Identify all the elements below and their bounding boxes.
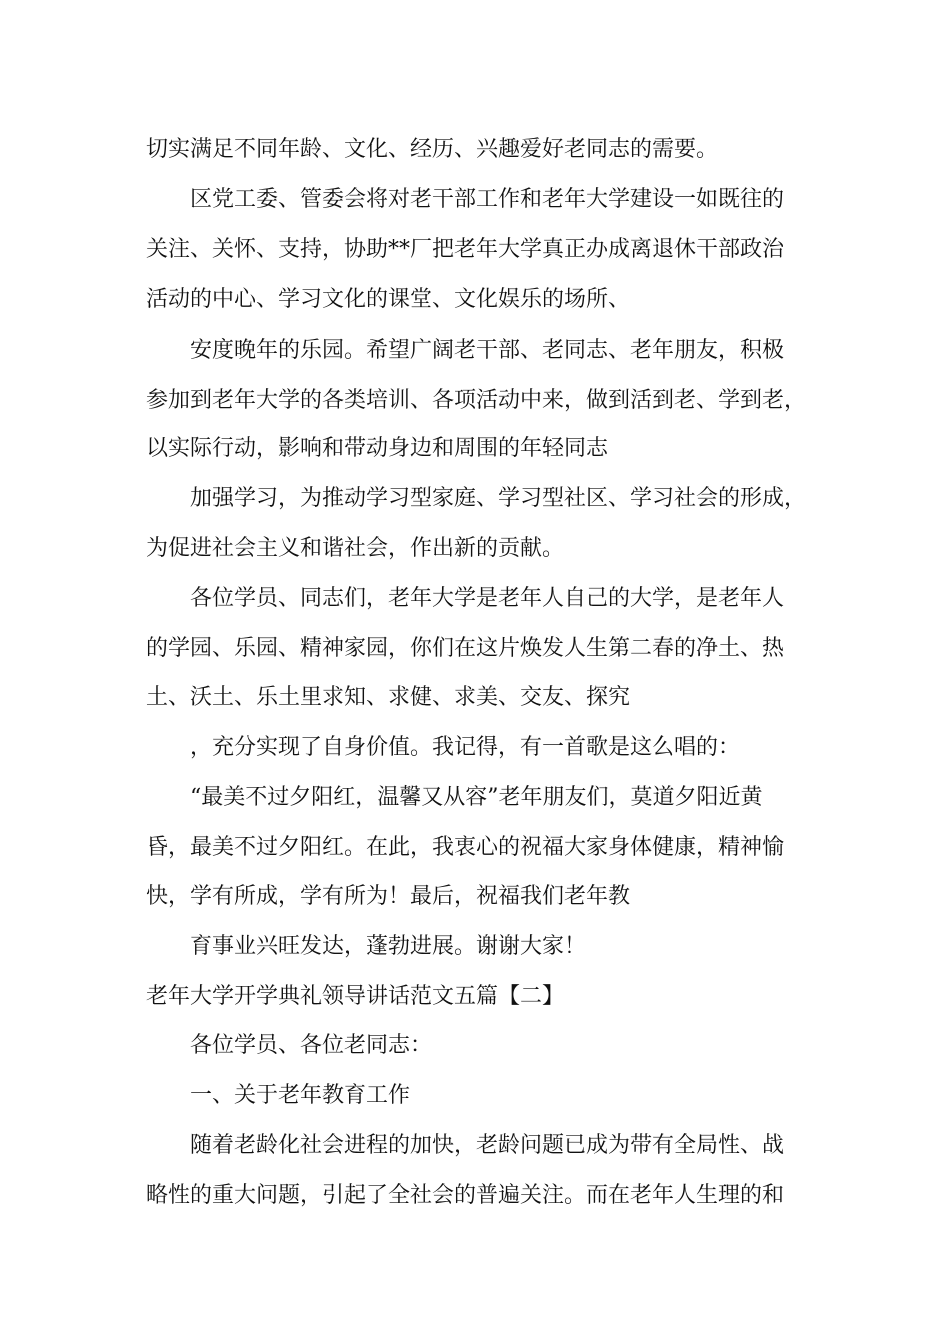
text-line: 活动的中心、学习文化的课堂、文化娱乐的场所、 bbox=[146, 287, 631, 312]
text-line: 育事业兴旺发达，蓬勃进展。谢谢大家！ bbox=[190, 934, 587, 959]
text-line: 随着老龄化社会进程的加快，老龄问题已成为带有全局性、战 bbox=[190, 1133, 785, 1158]
text-line: 略性的重大问题，引起了全社会的普遍关注。而在老年人生理的和 bbox=[146, 1183, 785, 1208]
text-line: 切实满足不同年龄、文化、经历、兴趣爱好老同志的需要。 bbox=[146, 137, 719, 162]
text-line: 区党工委、管委会将对老干部工作和老年大学建设一如既往的 bbox=[190, 187, 785, 212]
text-line: 以实际行动，影响和带动身边和周围的年轻同志 bbox=[146, 436, 609, 461]
text-line: “最美不过夕阳红，温馨又从容”老年朋友们，莫道夕阳近黄 bbox=[190, 785, 763, 810]
text-line: 土、沃土、乐土里求知、求健、求美、交友、探究 bbox=[146, 685, 631, 710]
section-heading: 老年大学开学典礼领导讲话范文五篇【二】 bbox=[146, 984, 565, 1009]
text-line: 各位学员、同志们，老年大学是老年人自己的大学，是老年人 bbox=[190, 586, 785, 611]
text-line: 一、关于老年教育工作 bbox=[190, 1083, 411, 1108]
text-line: ，充分实现了自身价值。我记得，有一首歌是这么唱的： bbox=[190, 735, 741, 760]
text-line: 关注、关怀、支持，协助**厂把老年大学真正办成离退休干部政治 bbox=[146, 237, 785, 262]
text-line: 为促进社会主义和谐社会，作出新的贡献。 bbox=[146, 536, 565, 561]
text-line: 的学园、乐园、精神家园，你们在这片焕发人生第二春的净土、热 bbox=[146, 636, 785, 661]
text-line: 加强学习，为推动学习型家庭、学习型社区、学习社会的形成， bbox=[190, 486, 807, 511]
text-line: 安度晚年的乐园。希望广阔老干部、老同志、老年朋友，积极 bbox=[190, 338, 785, 363]
text-line: 各位学员、各位老同志： bbox=[190, 1033, 433, 1058]
text-line: 昏，最美不过夕阳红。在此，我衷心的祝福大家身体健康，精神愉 bbox=[146, 835, 785, 860]
text-line: 参加到老年大学的各类培训、各项活动中来，做到活到老、学到老， bbox=[146, 388, 807, 413]
text-line: 快，学有所成，学有所为！最后，祝福我们老年教 bbox=[146, 884, 631, 909]
